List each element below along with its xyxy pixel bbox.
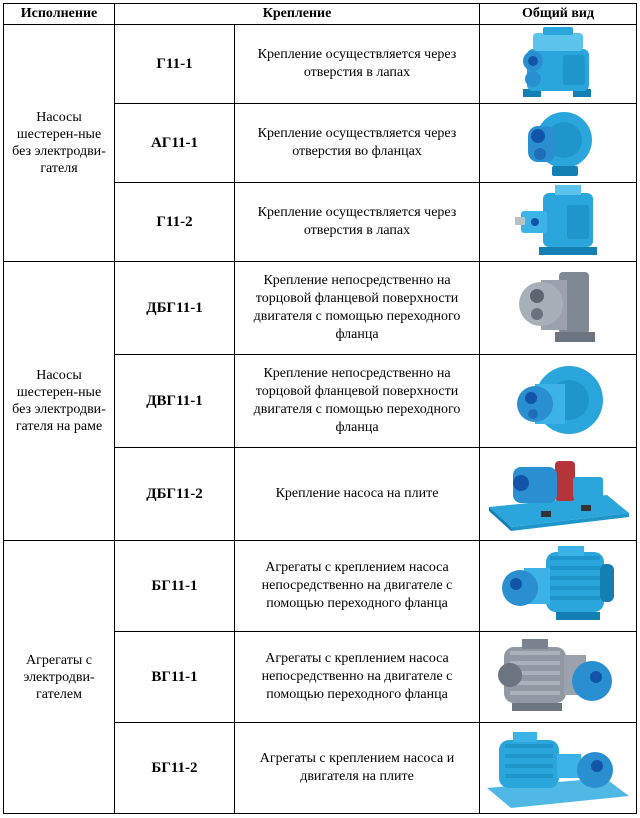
- mounting-description: Крепление осуществляется через отверстия во фланцах: [235, 104, 480, 183]
- variant-code: ДБГ11-1: [115, 262, 235, 355]
- pump-on-feet-image: [513, 27, 603, 101]
- variant-code: БГ11-1: [115, 541, 235, 632]
- product-image-cell: [480, 104, 637, 183]
- product-image-cell: [480, 632, 637, 723]
- pump-on-base-plate-image: [485, 455, 631, 533]
- mounting-description: Крепление осуществляется через отверстия в лапах: [235, 25, 480, 104]
- table-row: [4, 541, 637, 632]
- table-row: [4, 262, 637, 355]
- group-label: Насосы шестерен-ные без электродви-гателя на раме: [4, 262, 115, 541]
- mounting-description: Крепление непосредственно на торцовой фланцевой поверхности двигателя с помощью переходного фланца: [235, 355, 480, 448]
- product-image-cell: [480, 262, 637, 355]
- mounting-description: Агрегаты с креплением насоса непосредственно на двигателе с помощью переходного фланца: [235, 632, 480, 723]
- variant-code: Г11-2: [115, 183, 235, 262]
- mounting-description: Агрегаты с креплением насоса непосредственно на двигателе с помощью переходного фланца: [235, 541, 480, 632]
- header-row: [4, 4, 637, 25]
- variant-code: ДБГ11-2: [115, 448, 235, 541]
- pump-with-adapter-blue-image: [513, 358, 603, 444]
- variant-code: Г11-1: [115, 25, 235, 104]
- header-view: Общий вид: [480, 4, 637, 25]
- header-execution: Исполнение: [4, 4, 115, 25]
- pump-with-shaft-image: [515, 185, 601, 259]
- flange-pump-image: [518, 106, 598, 180]
- motor-pump-unit-blue-image: [496, 544, 620, 628]
- variant-code: ВГ11-1: [115, 632, 235, 723]
- header-mounting: Крепление: [115, 4, 480, 25]
- variant-code: АГ11-1: [115, 104, 235, 183]
- pump-variants-table: [3, 3, 637, 814]
- variant-code: БГ11-2: [115, 723, 235, 814]
- product-image-cell: [480, 25, 637, 104]
- product-image-cell: [480, 723, 637, 814]
- group-label: Агрегаты с электродви-гателем: [4, 541, 115, 814]
- motor-pump-on-plate-image: [485, 726, 631, 810]
- product-image-cell: [480, 541, 637, 632]
- motor-pump-unit-grey-image: [496, 635, 620, 719]
- product-image-cell: [480, 183, 637, 262]
- pump-with-adapter-grey-image: [515, 266, 601, 350]
- product-image-cell: [480, 355, 637, 448]
- mounting-description: Крепление насоса на плите: [235, 448, 480, 541]
- mounting-description: Крепление непосредственно на торцовой фланцевой поверхности двигателя с помощью переходного фланца: [235, 262, 480, 355]
- product-image-cell: [480, 448, 637, 541]
- table-row: [4, 25, 637, 104]
- mounting-description: Агрегаты с креплением насоса и двигателя на плите: [235, 723, 480, 814]
- variant-code: ДВГ11-1: [115, 355, 235, 448]
- group-label: Насосы шестерен-ные без электродви-гателя: [4, 25, 115, 262]
- mounting-description: Крепление осуществляется через отверстия в лапах: [235, 183, 480, 262]
